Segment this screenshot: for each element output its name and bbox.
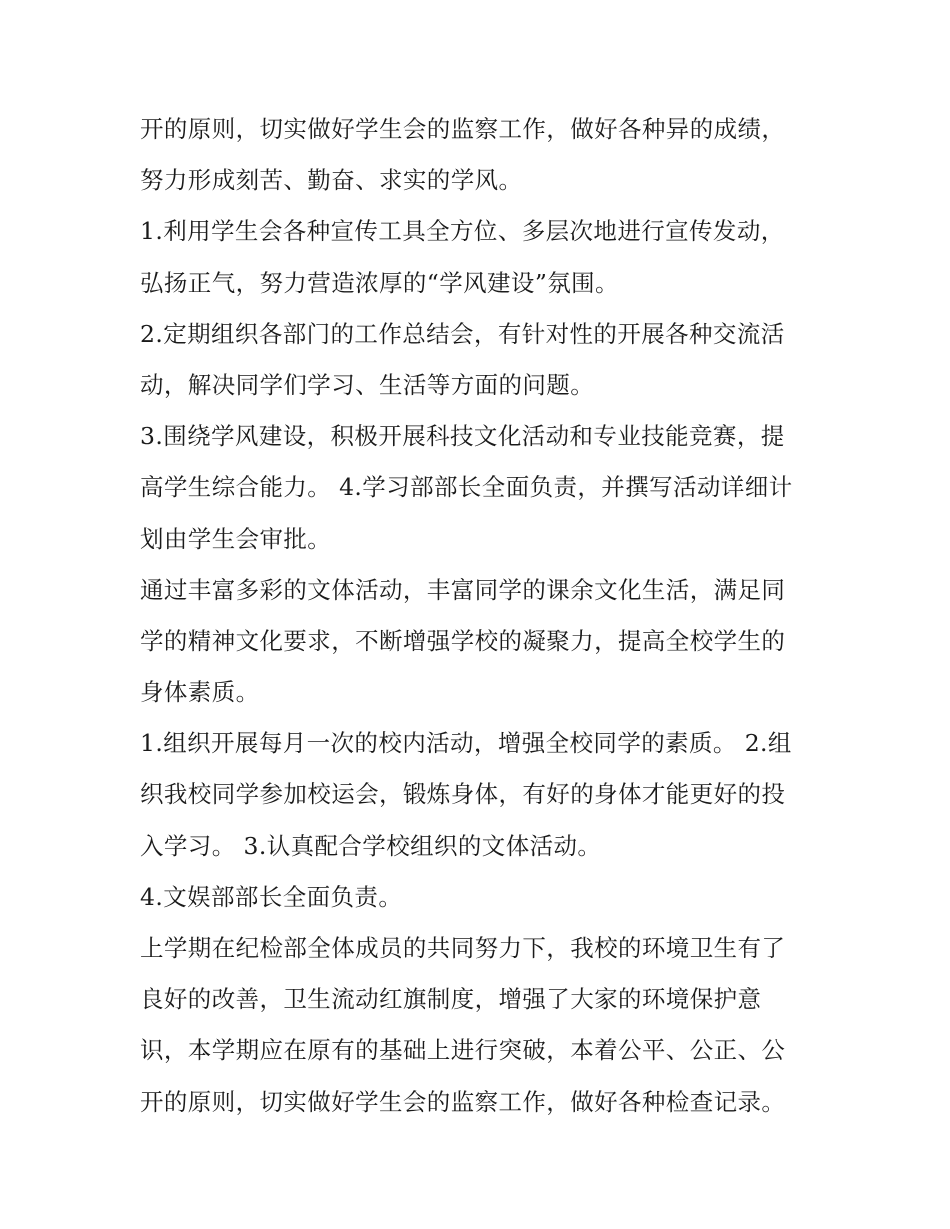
text-line: 良好的改善，卫生流动红旗制度，增强了大家的环境保护意	[140, 985, 762, 1014]
text-line: 上学期在纪检部全体成员的共同努力下，我校的环境卫生有了	[140, 934, 786, 962]
text-line: 动，解决同学们学习、生活等方面的问题。	[140, 370, 595, 399]
text-line: 1.利用学生会各种宣传工具全方位、多层次地进行宣传发动，	[140, 217, 785, 246]
text-line: 努力形成刻苦、勤奋、求实的学风。	[140, 166, 523, 195]
text-line: 通过丰富多彩的文体活动，丰富同学的课余文化生活，满足同	[140, 575, 786, 604]
text-line: 划由学生会审批。	[140, 524, 332, 553]
text-line: 识，本学期应在原有的基础上进行突破，本着公平、公正、公	[140, 1036, 786, 1065]
text-line: 4.文娱部部长全面负责。	[140, 882, 403, 911]
text-line: 高学生综合能力。 4.学习部部长全面负责，并撰写活动详细计	[140, 473, 793, 502]
text-line: 弘扬正气，努力营造浓厚的“学风建设”氛围。	[140, 268, 619, 297]
text-line: 织我校同学参加校运会，锻炼身体，有好的身体才能更好的投	[140, 780, 786, 809]
text-line: 入学习。 3.认真配合学校组织的文体活动。	[140, 831, 602, 860]
text-line: 开的原则，切实做好学生会的监察工作，做好各种异的成绩，	[140, 115, 786, 143]
text-line: 1.组织开展每月一次的校内活动，增强全校同学的素质。 2.组	[140, 729, 792, 758]
text-line: 3.围绕学风建设，积极开展科技文化活动和专业技能竞赛，提	[140, 422, 785, 451]
text-line: 身体素质。	[140, 678, 260, 707]
text-line: 2.定期组织各部门的工作总结会，有针对性的开展各种交流活	[140, 319, 785, 348]
text-line: 学的精神文化要求，不断增强学校的凝聚力，提高全校学生的	[140, 626, 786, 655]
document-body	[140, 104, 820, 1128]
text-line: 开的原则，切实做好学生会的监察工作，做好各种检查记录。	[140, 1087, 786, 1116]
